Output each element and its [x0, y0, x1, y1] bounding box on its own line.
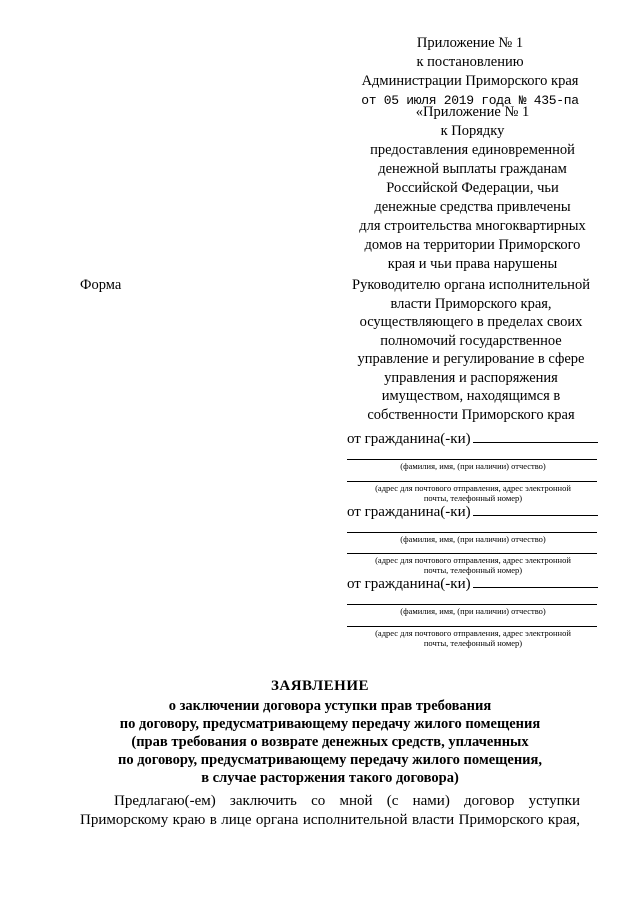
address-caption-line: почты, телефонный номер): [423, 565, 523, 575]
appendix-line: к постановлению: [416, 54, 524, 70]
address-caption-line: почты, телефонный номер): [423, 638, 523, 648]
order-appendix-line: денежной выплаты гражданам: [378, 161, 567, 177]
statement-subtitle: [80, 697, 580, 787]
applicant-address-caption: [347, 555, 599, 575]
order-appendix-header: [345, 103, 600, 274]
body-line: Приморскому краю в лице органа исполнительной власти Приморского края,: [80, 812, 580, 828]
subtitle-line: о заключении договора уступки прав требования: [168, 698, 492, 714]
order-appendix-line: Российской Федерации, чьи: [386, 180, 559, 196]
body-line: [80, 792, 580, 811]
subtitle-line: в случае расторжения такого договора): [201, 770, 459, 786]
applicant-name-line[interactable]: [347, 459, 597, 460]
statement-title: ЗАЯВЛЕНИЕ: [270, 678, 370, 694]
applicant-from-line: [347, 573, 599, 593]
applicant-name-line[interactable]: [347, 532, 597, 533]
address-caption-line: почты, телефонный номер): [423, 493, 523, 503]
applicant-name-line[interactable]: [347, 604, 597, 605]
subtitle-line: по договору, предусматривающему передачу жилого помещения: [119, 716, 541, 732]
applicant-from-label: от гражданина(-ки): [347, 576, 471, 592]
applicant-address-caption: [347, 483, 599, 503]
subtitle-line: (прав требования о возврате денежных средств, уплаченных: [131, 734, 529, 750]
applicant-from-label: от гражданина(-ки): [347, 504, 471, 520]
applicant-name-field[interactable]: [473, 428, 598, 443]
applicant-name-caption: (фамилия, имя, (при наличии) отчество): [400, 606, 546, 616]
applicant-address-line[interactable]: [347, 481, 597, 482]
statement-body: [80, 792, 580, 830]
form-label: Форма: [80, 277, 122, 293]
applicant-from-line: [347, 501, 599, 521]
addressee-block: [340, 276, 602, 424]
addressee-line: управление и регулирование в сфере: [357, 351, 585, 367]
applicant-address-line[interactable]: [347, 626, 597, 627]
applicant-name-field[interactable]: [473, 573, 598, 588]
addressee-line: полномочий государственное: [380, 332, 562, 349]
order-appendix-line: для строительства многоквартирных: [359, 218, 586, 234]
order-appendix-line: края и чьи права нарушены: [387, 256, 558, 272]
appendix-line: Приложение № 1: [416, 35, 524, 51]
address-caption-line: (адрес для почтового отправления, адрес электронной: [375, 555, 571, 565]
applicant-address-line[interactable]: [347, 553, 597, 554]
order-appendix-line: «Приложение № 1: [415, 104, 530, 120]
order-appendix-line: денежные средства привлечены: [374, 199, 571, 215]
addressee-line: управления и распоряжения: [384, 369, 558, 386]
applicant-address-caption: [347, 628, 599, 648]
addressee-line: собственности Приморского края: [367, 406, 575, 423]
order-appendix-line: предоставления единовременной: [370, 142, 575, 158]
addressee-line: имуществом, находящимся в: [381, 388, 561, 404]
applicant-from-label: от гражданина(-ки): [347, 431, 471, 447]
applicant-name-caption: (фамилия, имя, (при наличии) отчество): [400, 461, 546, 471]
appendix-header: [340, 34, 600, 110]
appendix-line: Администрации Приморского края: [361, 73, 579, 89]
applicant-from-line: [347, 428, 599, 448]
order-appendix-line: к Порядку: [440, 123, 505, 139]
order-appendix-line: домов на территории Приморского: [364, 237, 581, 253]
applicant-name-caption: (фамилия, имя, (при наличии) отчество): [400, 534, 546, 544]
body-line-text: Предлагаю(-ем) заключить со мной (с нами) договор уступки: [114, 793, 580, 809]
resolution-date-stamp: от 05 июля 2019 года № 435-па: [361, 93, 579, 108]
addressee-line: Руководителю органа исполнительной: [352, 277, 590, 293]
address-caption-line: (адрес для почтового отправления, адрес электронной: [375, 483, 571, 493]
addressee-line: власти Приморского края,: [390, 295, 552, 312]
address-caption-line: (адрес для почтового отправления, адрес электронной: [375, 628, 571, 638]
addressee-line: осуществляющего в пределах своих: [359, 314, 583, 330]
applicant-name-field[interactable]: [473, 501, 598, 516]
subtitle-line: по договору, предусматривающему передачу жилого помещения,: [117, 752, 543, 768]
